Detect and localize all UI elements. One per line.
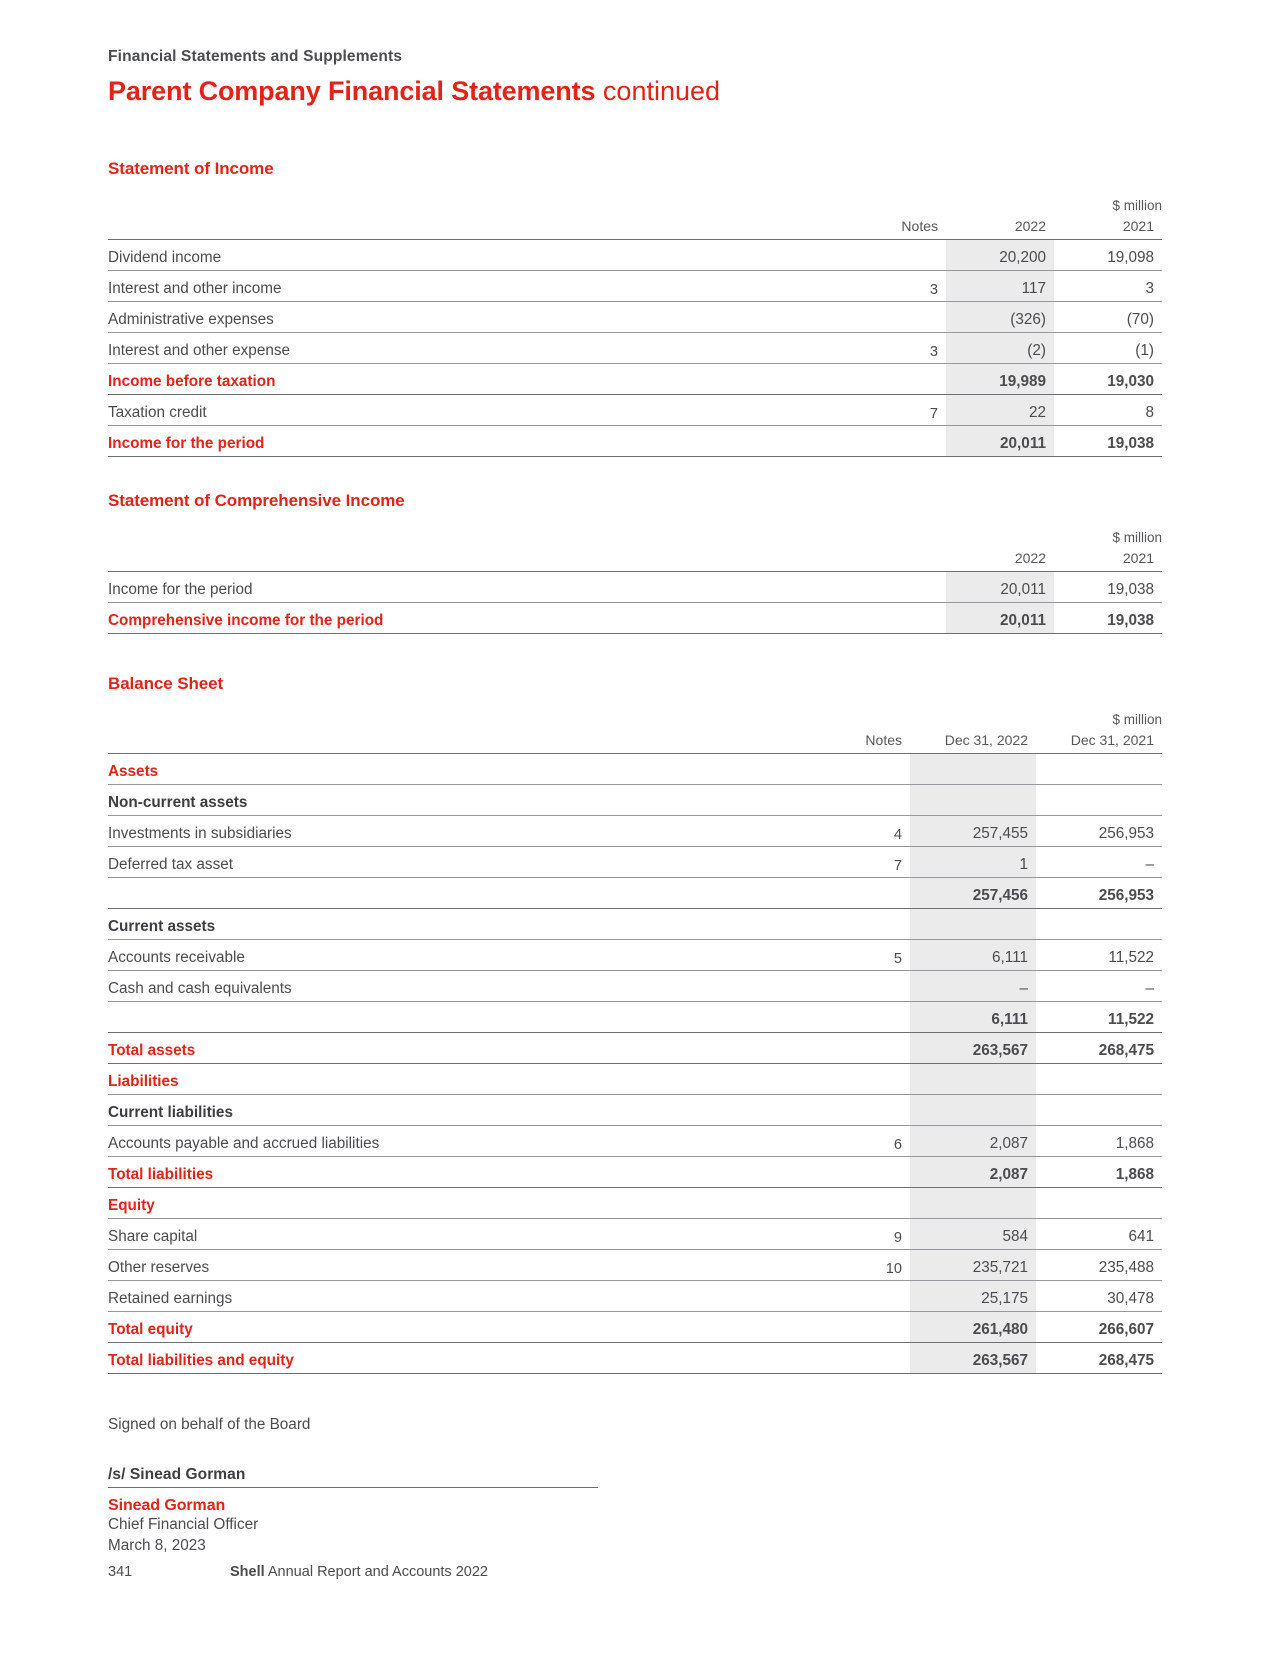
page-title-main: Parent Company Financial Statements bbox=[108, 76, 596, 106]
col-header-2021: 2021 bbox=[1054, 547, 1162, 572]
table-row-total: Total assets 263,567 268,475 bbox=[108, 1033, 1162, 1064]
table-row-subsection: Current assets bbox=[108, 909, 1162, 940]
table-row-total: Comprehensive income for the period 20,011 19,038 bbox=[108, 603, 1162, 634]
table-row-total: Income before taxation 19,989 19,030 bbox=[108, 364, 1162, 395]
table-row: Cash and cash equivalents – – bbox=[108, 971, 1162, 1002]
spacer bbox=[108, 634, 1162, 674]
section-eyebrow: Financial Statements and Supplements bbox=[108, 48, 403, 65]
table-row: Retained earnings 25,175 30,478 bbox=[108, 1281, 1162, 1312]
footer-publication bbox=[230, 1564, 488, 1580]
statement-of-income-table bbox=[108, 191, 1162, 457]
signature-date: March 8, 2023 bbox=[108, 1536, 206, 1554]
table-row-total: Total liabilities 2,087 1,868 bbox=[108, 1157, 1162, 1188]
table-row: Interest and other income 3 117 3 bbox=[108, 271, 1162, 302]
signed-on-behalf-text: Signed on behalf of the Board bbox=[108, 1416, 311, 1434]
table-row: Income for the period 20,011 19,038 bbox=[108, 572, 1162, 603]
table-row: Other reserves 10 235,721 235,488 bbox=[108, 1250, 1162, 1281]
col-header-dec-2022: Dec 31, 2022 bbox=[910, 729, 1036, 754]
table-row: Investments in subsidiaries 4 257,455 256,953 bbox=[108, 816, 1162, 847]
col-header-blank bbox=[858, 547, 946, 572]
table-row-section-assets: Assets bbox=[108, 754, 1162, 785]
page-title bbox=[108, 76, 1162, 107]
statement-of-comprehensive-income-table bbox=[108, 523, 1162, 634]
table-row: Deferred tax asset 7 1 – bbox=[108, 847, 1162, 878]
table-row: Administrative expenses (326) (70) bbox=[108, 302, 1162, 333]
col-header-2022: 2022 bbox=[946, 215, 1054, 240]
signature-mark: /s/ Sinead Gorman bbox=[108, 1466, 598, 1488]
table-row: Taxation credit 7 22 8 bbox=[108, 395, 1162, 426]
page-footer bbox=[108, 1564, 488, 1580]
statement-of-comprehensive-income-title: Statement of Comprehensive Income bbox=[108, 491, 405, 511]
units-row bbox=[108, 523, 1162, 547]
table-row-section-equity: Equity bbox=[108, 1188, 1162, 1219]
table-row: Accounts receivable 5 6,111 11,522 bbox=[108, 940, 1162, 971]
table-row-subtotal: 6,111 11,522 bbox=[108, 1002, 1162, 1033]
units-label: $ million bbox=[1112, 198, 1162, 214]
column-header-row bbox=[108, 547, 1162, 572]
table-row-total: Total equity 261,480 266,607 bbox=[108, 1312, 1162, 1343]
page-number: 341 bbox=[108, 1564, 133, 1580]
units-label: $ million bbox=[1112, 530, 1162, 546]
signatory-role: Chief Financial Officer bbox=[108, 1516, 259, 1534]
units-label: $ million bbox=[1112, 712, 1162, 728]
signature-block bbox=[108, 1416, 1162, 1556]
balance-sheet-title: Balance Sheet bbox=[108, 674, 224, 694]
table-row: Accounts payable and accrued liabilities 6 2,087 1,868 bbox=[108, 1126, 1162, 1157]
table-row-subtotal: 257,456 256,953 bbox=[108, 878, 1162, 909]
statement-of-income-title: Statement of Income bbox=[108, 159, 274, 179]
column-header-row bbox=[108, 729, 1162, 754]
publication-title: Annual Report and Accounts 2022 bbox=[264, 1564, 488, 1580]
table-row: Dividend income 20,200 19,098 bbox=[108, 240, 1162, 271]
col-header-notes: Notes bbox=[858, 215, 946, 240]
col-header-notes: Notes bbox=[822, 729, 910, 754]
column-header-row bbox=[108, 215, 1162, 240]
signatory-name: Sinead Gorman bbox=[108, 1497, 226, 1515]
table-row-total: Income for the period 20,011 19,038 bbox=[108, 426, 1162, 457]
spacer bbox=[108, 457, 1162, 491]
col-header-2022: 2022 bbox=[946, 547, 1054, 572]
col-header-2021: 2021 bbox=[1054, 215, 1162, 240]
table-row-section-liabilities: Liabilities bbox=[108, 1064, 1162, 1095]
balance-sheet-table bbox=[108, 705, 1162, 1374]
table-row: Share capital 9 584 641 bbox=[108, 1219, 1162, 1250]
col-header-dec-2021: Dec 31, 2021 bbox=[1036, 729, 1162, 754]
table-row: Interest and other expense 3 (2) (1) bbox=[108, 333, 1162, 364]
table-row-subsection: Non-current assets bbox=[108, 785, 1162, 816]
table-row-subsection: Current liabilities bbox=[108, 1095, 1162, 1126]
page-title-continued: continued bbox=[602, 76, 721, 106]
brand-name: Shell bbox=[230, 1564, 265, 1580]
units-row bbox=[108, 705, 1162, 729]
units-row bbox=[108, 191, 1162, 215]
table-row-total: Total liabilities and equity 263,567 268,475 bbox=[108, 1343, 1162, 1374]
